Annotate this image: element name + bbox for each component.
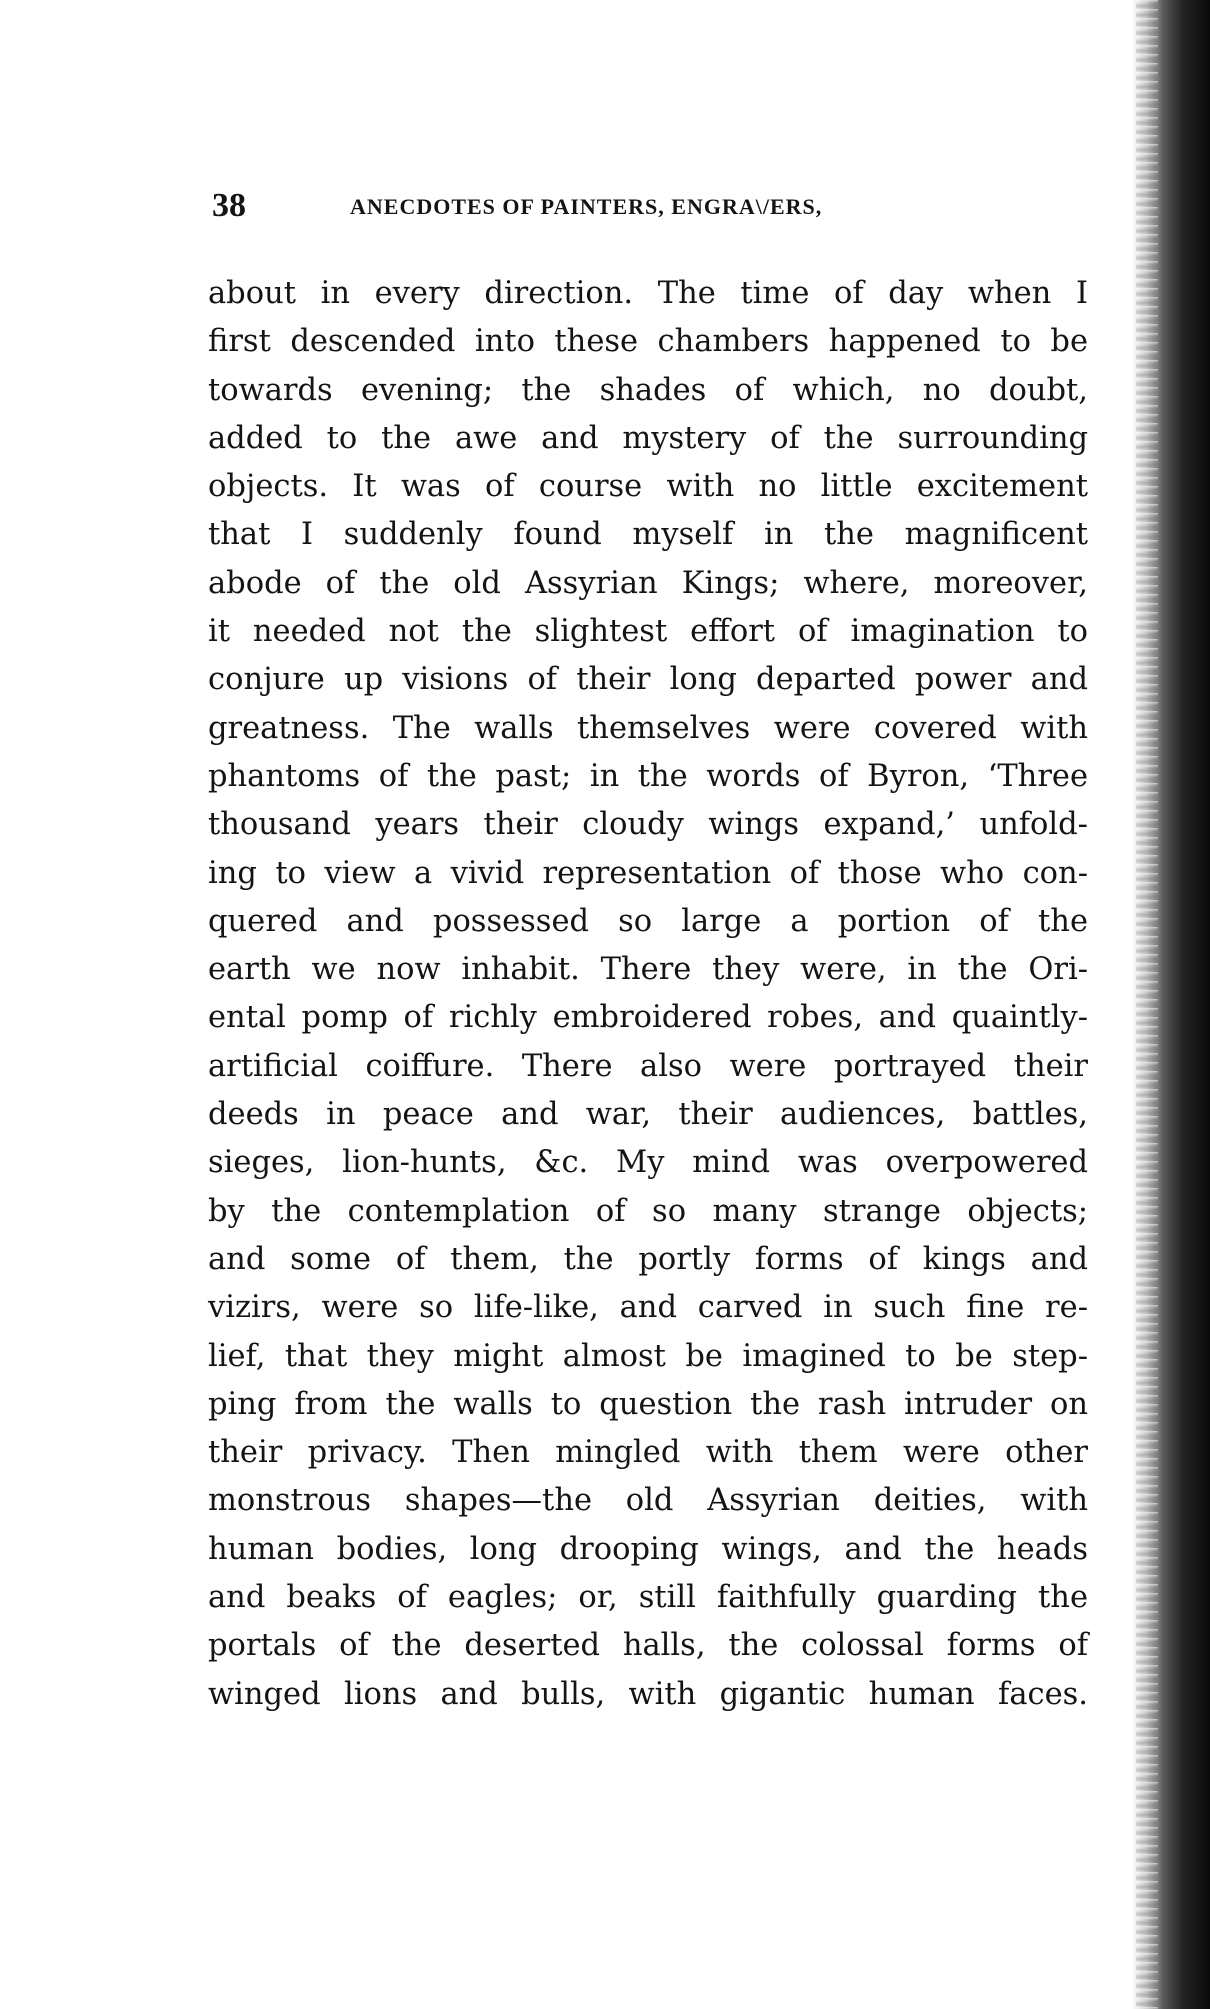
- text-line: first descended into these chambers happened to be: [208, 324, 1088, 360]
- page-edge-texture: [1136, 0, 1158, 2009]
- text-line: quered and possessed so large a portion of the: [208, 903, 1088, 939]
- text-line: artificial coiffure. There also were portrayed their: [208, 1048, 1088, 1084]
- text-line: objects. It was of course with no little excitement: [208, 469, 1088, 505]
- body-text: [208, 270, 1088, 1719]
- text-line: greatness. The walls themselves were covered with: [208, 710, 1088, 746]
- text-line: portals of the deserted halls, the colossal forms of: [208, 1628, 1088, 1664]
- text-line: that I suddenly found myself in the magnificent: [208, 517, 1088, 553]
- text-line: phantoms of the past; in the words of Byron, ‘Three: [208, 758, 1088, 794]
- text-line: it needed not the slightest effort of imagination to: [208, 614, 1088, 650]
- text-line: and beaks of eagles; or, still faithfully guarding the: [208, 1580, 1088, 1616]
- text-line: winged lions and bulls, with gigantic human faces.: [208, 1676, 1088, 1712]
- text-line: monstrous shapes—the old Assyrian deities, with: [208, 1483, 1088, 1519]
- text-line: abode of the old Assyrian Kings; where, moreover,: [208, 565, 1088, 601]
- text-line: lief, that they might almost be imagined to be step-: [208, 1338, 1088, 1374]
- text-line: towards evening; the shades of which, no doubt,: [208, 372, 1088, 408]
- text-line: their privacy. Then mingled with them were other: [208, 1435, 1088, 1471]
- page-header: [212, 186, 932, 226]
- page-number: 38: [212, 187, 246, 224]
- text-line: ing to view a vivid representation of those who con-: [208, 855, 1088, 891]
- text-line: about in every direction. The time of day when I: [208, 276, 1088, 311]
- text-line: vizirs, were so life-like, and carved in such fine re-: [208, 1290, 1088, 1326]
- text-line: sieges, lion-hunts, &c. My mind was overpowered: [208, 1145, 1088, 1181]
- text-line: earth we now inhabit. There they were, in the Ori-: [208, 952, 1088, 988]
- text-line: thousand years their cloudy wings expand,’ unfold-: [208, 807, 1088, 843]
- text-line: human bodies, long drooping wings, and the heads: [208, 1531, 1088, 1567]
- running-title: ANECDOTES OF PAINTERS, ENGRA\/ERS,: [350, 194, 823, 219]
- text-line: deeds in peace and war, their audiences, battles,: [208, 1097, 1088, 1133]
- text-line: and some of them, the portly forms of kings and: [208, 1241, 1088, 1277]
- text-line: conjure up visions of their long departed power and: [208, 662, 1088, 698]
- text-line: by the contemplation of so many strange objects;: [208, 1193, 1088, 1229]
- text-line: ping from the walls to question the rash intruder on: [208, 1386, 1088, 1422]
- text-line: ental pomp of richly embroidered robes, and quaintly-: [208, 1000, 1088, 1036]
- text-line: added to the awe and mystery of the surrounding: [208, 420, 1088, 456]
